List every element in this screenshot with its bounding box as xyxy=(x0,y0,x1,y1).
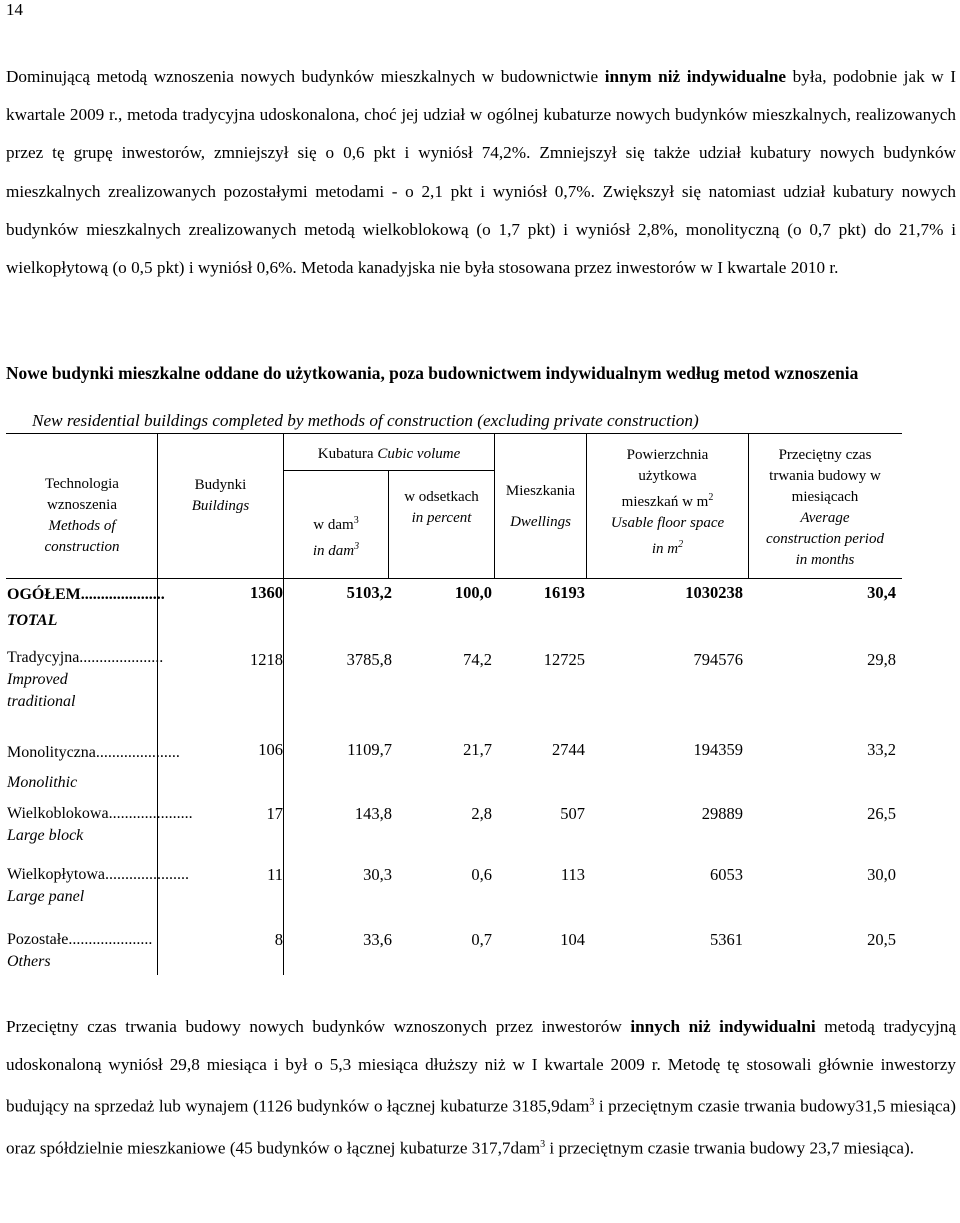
cell-dwellings: 12725 xyxy=(543,650,585,669)
table-header-rule xyxy=(6,578,902,579)
volume-subheader-rule xyxy=(283,470,494,471)
cell-floor: 6053 xyxy=(710,865,743,884)
cell-percent: 0,7 xyxy=(471,930,492,949)
cell-months: 30,0 xyxy=(867,865,896,884)
cell-buildings: 17 xyxy=(266,804,283,823)
cell-floor: 794576 xyxy=(693,650,743,669)
cell-dwellings: 16193 xyxy=(543,583,585,602)
cell-dwellings: 2744 xyxy=(552,740,585,759)
cell-dwellings: 113 xyxy=(560,865,585,884)
cell-buildings: 11 xyxy=(267,865,283,884)
row-label-traditional: Tradycyjna..................... Improved traditional xyxy=(7,649,164,710)
cell-volume: 30,3 xyxy=(363,865,392,884)
cell-volume: 5103,2 xyxy=(346,583,392,602)
cell-buildings: 1360 xyxy=(250,583,283,602)
cell-volume: 1109,7 xyxy=(347,740,392,759)
outro-paragraph: Przeciętny czas trwania budowy nowych budynków wznoszonych przez inwestorów innych niż indywidualni metodą tradycyjną udoskonaloną wyniósł 29,8 miesiąca i był o 5,3 miesiąca dłuższy niż w I kwartale 2009 r. Metodę tę stosowali głównie inwestorzy budujący na sprzedaż lub wynajem (1126 budynków o łącznej kubaturze 3185,9dam$^3$ i przeciętnym czasie trwania budowy31,5 miesiąca) oraz spółdzielnie mieszkaniowe (45 budynków o łącznej kubaturze 317,7dam$^3$ i przeciętnym czasie trwania budowy 23,7 miesiąca). xyxy=(6,1017,956,1159)
row-label-total: OGÓŁEM..................... TOTAL xyxy=(7,586,165,629)
header-technology: Technologia wznoszenia Methods of construction xyxy=(44,476,120,555)
cell-months: 30,4 xyxy=(867,583,896,602)
header-buildings: Budynki Buildings xyxy=(191,477,250,514)
cell-volume: 143,8 xyxy=(354,804,392,823)
cell-months: 20,5 xyxy=(867,930,896,949)
cell-percent: 21,7 xyxy=(463,740,492,759)
cell-months: 29,8 xyxy=(867,650,896,669)
header-volume-dam: w dam$^3$ in dam$^3$ xyxy=(312,515,360,559)
row-label-monolithic: Monolityczna..................... Monolithic xyxy=(7,744,180,791)
cell-percent: 2,8 xyxy=(471,804,492,823)
header-construction-period: Przeciętny czas trwania budowy w miesiącach Average construction period in months xyxy=(766,447,884,568)
cell-floor: 194359 xyxy=(693,740,743,759)
row-label-large-block: Wielkoblokowa..................... Large block xyxy=(7,805,193,844)
cell-months: 26,5 xyxy=(867,804,896,823)
cell-dwellings: 104 xyxy=(560,930,585,949)
page-number: 14 xyxy=(6,0,23,19)
cell-volume: 3785,8 xyxy=(346,650,392,669)
cell-buildings: 1218 xyxy=(250,650,283,669)
cell-months: 33,2 xyxy=(867,740,896,759)
cell-buildings: 8 xyxy=(274,930,283,949)
cell-percent: 74,2 xyxy=(463,650,492,669)
row-label-others: Pozostałe..................... Others xyxy=(7,931,153,970)
table-top-rule xyxy=(6,433,902,434)
cell-buildings: 106 xyxy=(258,740,283,759)
header-volume: Kubatura Cubic volume xyxy=(317,446,461,462)
cell-floor: 29889 xyxy=(701,804,743,823)
header-floor-space: Powierzchnia użytkowa mieszkań w $m^2$ Usable floor space in $m^2$ xyxy=(610,447,725,557)
header-dwellings: Mieszkania Dwellings xyxy=(505,483,576,530)
cell-percent: 0,6 xyxy=(471,865,492,884)
row-label-large-panel: Wielkopłytowa..................... Large panel xyxy=(7,866,189,905)
cell-floor: 1030238 xyxy=(685,583,743,602)
cell-percent: 100,0 xyxy=(454,583,492,602)
header-volume-percent: w odsetkach in percent xyxy=(404,489,479,526)
table-subtitle: New residential buildings completed by methods of construction (excluding private construction) xyxy=(32,411,699,430)
table-title: Nowe budynki mieszkalne oddane do użytkowania, poza budownictwem indywidualnym według metod wznoszenia xyxy=(6,363,859,383)
intro-paragraph: Dominującą metodą wznoszenia nowych budynków mieszkalnych w budownictwie innym niż indywidualne była, podobnie jak w I kwartale 2009 r., metoda tradycyjna udoskonalona, choć jej udział w ogólnej kubaturze nowych budynków mieszkalnych, realizowanych przez tę grupę inwestorów, zmniejszył się o 0,6 pkt i wyniósł 74,2%. Zmniejszył się także udział kubatury nowych budynków mieszkalnych zrealizowanych pozostałymi metodami - o 2,1 pkt i wyniósł 0,7%. Zwiększył się natomiast udział kubatury nowych budynków mieszkalnych zrealizowanych metodą wielkoblokową (o 1,7 pkt) i wyniósł 2,8%, monolityczną (o 0,7 pkt) do 21,7% i wielkopłytową (o 0,5 pkt) i wyniósł 0,6%. Metoda kanadyjska nie była stosowana przez inwestorów w I kwartale 2010 r. xyxy=(6,67,956,278)
cell-dwellings: 507 xyxy=(560,804,585,823)
cell-volume: 33,6 xyxy=(363,930,392,949)
cell-floor: 5361 xyxy=(710,930,743,949)
